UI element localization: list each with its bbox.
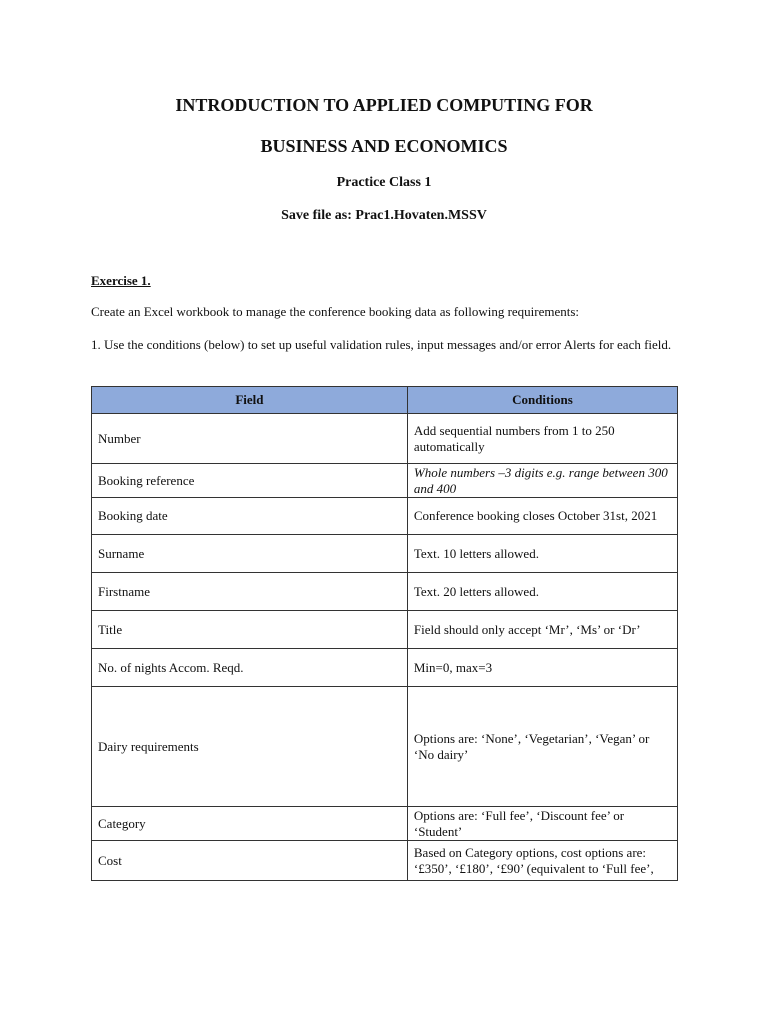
practice-class-label: Practice Class 1 xyxy=(336,175,432,190)
table-row xyxy=(92,464,678,498)
field-cell: No. of nights Accom. Reqd. xyxy=(92,649,408,687)
document-title-line-1: INTRODUCTION TO APPLIED COMPUTING FOR xyxy=(175,95,593,115)
conditions-table xyxy=(91,386,678,881)
condition-cell: Add sequential numbers from 1 to 250 automatically xyxy=(407,414,677,464)
condition-cell: Text. 20 letters allowed. xyxy=(407,573,677,611)
field-cell: Firstname xyxy=(92,573,408,611)
header-field: Field xyxy=(92,387,408,414)
table-row xyxy=(92,498,678,535)
condition-cell: Whole numbers –3 digits e.g. range between 300 and 400 xyxy=(407,464,677,498)
table-row xyxy=(92,573,678,611)
field-cell: Category xyxy=(92,807,408,841)
field-cell: Title xyxy=(92,611,408,649)
header-conditions: Conditions xyxy=(407,387,677,414)
field-cell: Dairy requirements xyxy=(92,687,408,807)
exercise-heading: Exercise 1. xyxy=(91,273,151,288)
document-title-line-2: BUSINESS AND ECONOMICS xyxy=(260,136,508,156)
instruction-paragraph: 1. Use the conditions (below) to set up useful validation rules, input messages and/or error Alerts for each field. xyxy=(91,337,672,352)
field-cell: Surname xyxy=(92,535,408,573)
field-cell: Booking reference xyxy=(92,464,408,498)
table-row xyxy=(92,649,678,687)
intro-paragraph: Create an Excel workbook to manage the conference booking data as following requirements: xyxy=(91,304,580,319)
field-cell: Number xyxy=(92,414,408,464)
condition-cell: Options are: ‘None’, ‘Vegetarian’, ‘Vegan’ or ‘No dairy’ xyxy=(407,687,677,807)
table-header-row xyxy=(92,387,678,414)
table-row xyxy=(92,611,678,649)
table-row xyxy=(92,414,678,464)
table-row xyxy=(92,687,678,807)
condition-cell: Min=0, max=3 xyxy=(407,649,677,687)
condition-cell: Based on Category options, cost options are: ‘£350’, ‘£180’, ‘£90’ (equivalent to ‘Full fee’, xyxy=(407,841,677,881)
table-row xyxy=(92,535,678,573)
table-row xyxy=(92,841,678,881)
condition-cell: Field should only accept ‘Mr’, ‘Ms’ or ‘Dr’ xyxy=(407,611,677,649)
field-cell: Booking date xyxy=(92,498,408,535)
table-row xyxy=(92,807,678,841)
condition-cell: Options are: ‘Full fee’, ‘Discount fee’ or ‘Student’ xyxy=(407,807,677,841)
save-file-instruction: Save file as: Prac1.Hovaten.MSSV xyxy=(281,208,487,223)
condition-cell: Text. 10 letters allowed. xyxy=(407,535,677,573)
field-cell: Cost xyxy=(92,841,408,881)
condition-cell: Conference booking closes October 31st, 2021 xyxy=(407,498,677,535)
